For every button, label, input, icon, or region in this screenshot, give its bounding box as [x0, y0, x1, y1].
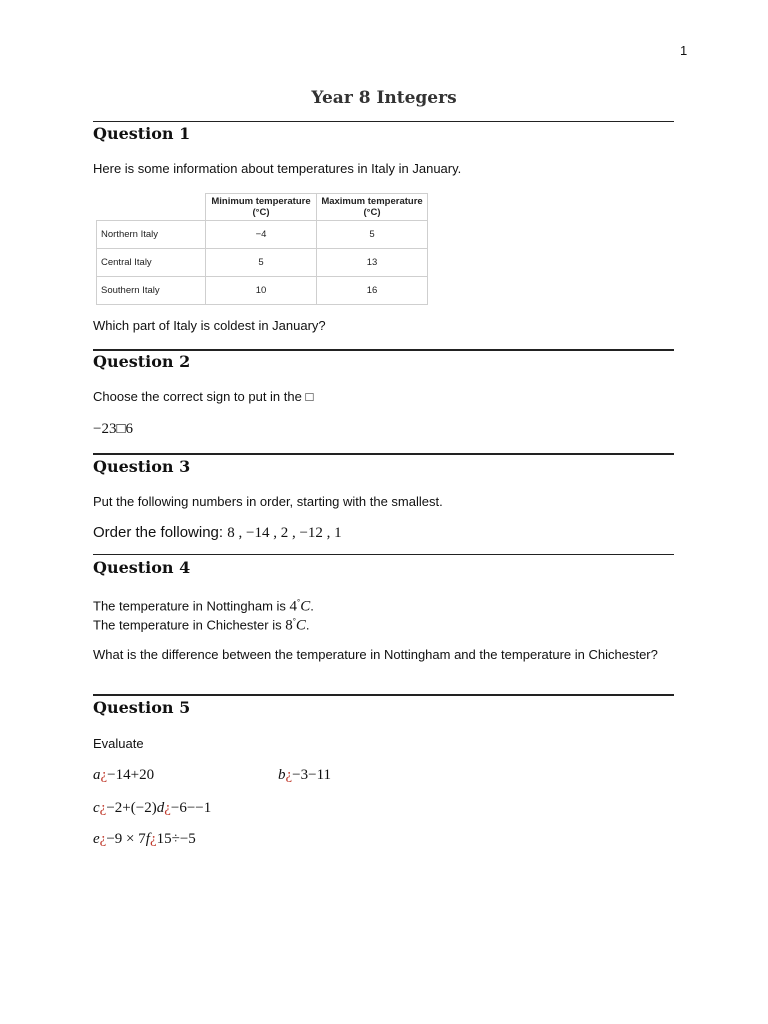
part-e-f [93, 830, 196, 848]
celsius-unit: C [295, 617, 306, 634]
table-row [97, 277, 428, 305]
question-2-heading: Question 2 [93, 352, 191, 371]
table-cell-min: 5 [206, 249, 317, 277]
question-2-expression: −23□6 [93, 421, 134, 437]
table-cell-max: 13 [317, 249, 428, 277]
part-expression: −14+20 [107, 767, 155, 783]
part-a [93, 766, 154, 784]
table-cell-region: Central Italy [97, 249, 206, 277]
order-label: Order the following: [93, 524, 224, 541]
question-5-heading: Question 5 [93, 698, 191, 717]
part-letter: b [278, 767, 286, 783]
part-c-d [93, 799, 211, 817]
table-cell-region: Northern Italy [97, 221, 206, 249]
table-row [97, 249, 428, 277]
chichester-text: The temperature in Chichester is [93, 617, 286, 633]
temperature-table [96, 193, 428, 305]
degree-sign: ° [297, 598, 301, 607]
page-title: Year 8 Integers [311, 88, 457, 108]
degree-sign: ° [292, 617, 296, 626]
question-divider [93, 453, 674, 455]
question-2-instruction: Choose the correct sign to put in the □ [93, 389, 314, 404]
table-header-row [97, 194, 428, 221]
table-cell-max: 5 [317, 221, 428, 249]
part-expression: −6−−1 [170, 800, 212, 816]
table-row [97, 221, 428, 249]
mark-glyph: ¿ [149, 831, 157, 847]
table-cell-region: Southern Italy [97, 277, 206, 305]
question-1-prompt: Which part of Italy is coldest in January? [93, 318, 326, 333]
title-divider [93, 121, 674, 122]
mark-glyph: ¿ [100, 767, 108, 783]
mark-glyph: ¿ [99, 800, 107, 816]
part-letter: d [156, 800, 165, 816]
table-header-max: Maximum temperature (°C) [317, 194, 428, 221]
period: . [310, 598, 314, 614]
question-divider [93, 349, 674, 351]
part-letter: f [145, 831, 150, 847]
question-4-prompt: What is the difference between the temperature in Nottingham and the temperature in Chichester? [93, 647, 658, 662]
table-cell-min: 10 [206, 277, 317, 305]
question-4-line-2 [93, 613, 310, 634]
part-expression: −3−11 [292, 767, 332, 783]
question-divider [93, 554, 674, 555]
question-3-instruction: Put the following numbers in order, starting with the smallest. [93, 494, 443, 509]
mark-glyph: ¿ [285, 767, 293, 783]
part-expression: −2+(−2) [106, 800, 157, 816]
part-letter: e [93, 831, 100, 847]
part-expression: −9 × 7 [106, 831, 146, 847]
question-divider [93, 694, 674, 696]
nottingham-text: The temperature in Nottingham is [93, 598, 290, 614]
table-cell-max: 16 [317, 277, 428, 305]
mark-glyph: ¿ [164, 800, 171, 816]
part-letter: c [93, 800, 100, 816]
question-5-instruction: Evaluate [93, 736, 144, 751]
page-number: 1 [680, 43, 688, 58]
table-corner-cell [97, 194, 206, 221]
celsius-unit: C [300, 598, 311, 615]
chichester-value: 8 [285, 617, 293, 634]
question-4-heading: Question 4 [93, 558, 191, 577]
table-cell-min: −4 [206, 221, 317, 249]
question-1-heading: Question 1 [93, 124, 191, 143]
part-b [278, 766, 331, 784]
order-numbers: 8 , −14 , 2 , −12 , 1 [227, 525, 342, 541]
question-3-heading: Question 3 [93, 457, 191, 476]
nottingham-value: 4 [289, 598, 298, 615]
question-1-intro: Here is some information about temperatures in Italy in January. [93, 161, 462, 176]
mark-glyph: ¿ [99, 831, 107, 847]
question-3-order-line [93, 524, 342, 542]
period: . [305, 617, 310, 633]
part-expression: 15÷−5 [156, 831, 196, 847]
part-letter: a [93, 767, 101, 783]
table-header-min: Minimum temperature (°C) [206, 194, 317, 221]
